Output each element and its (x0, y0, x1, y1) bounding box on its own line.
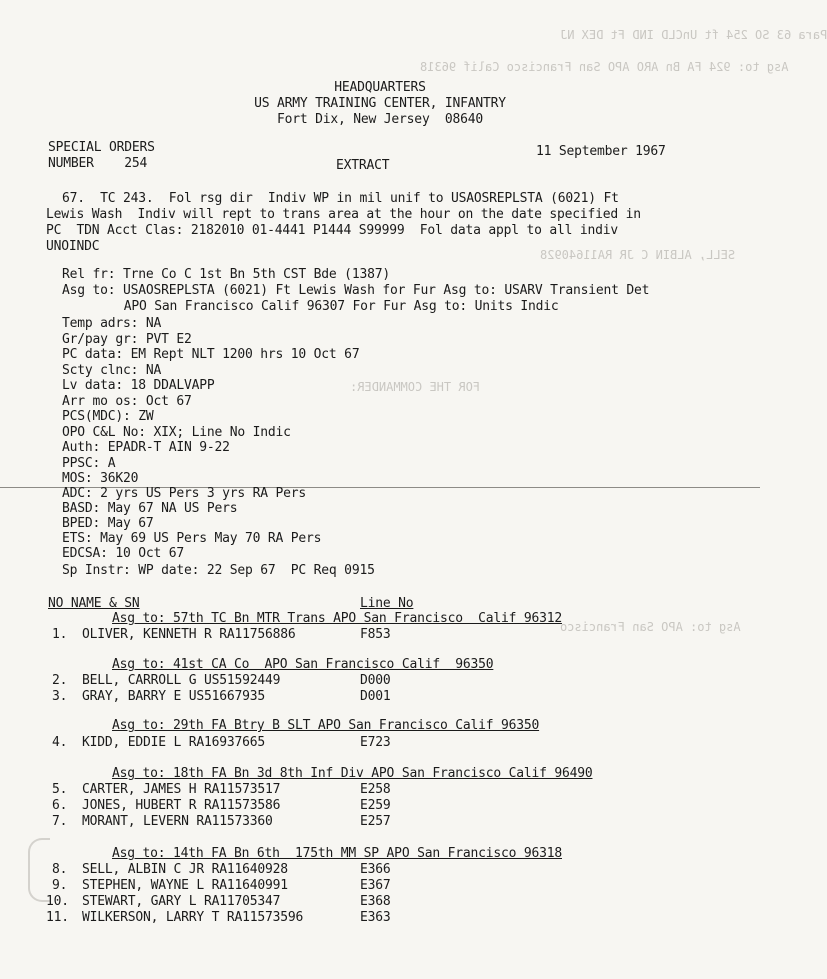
data-line: OPO C&L No: XIX; Line No Indic (62, 425, 291, 440)
order-date: 11 September 1967 (536, 144, 666, 159)
line-number: E258 (360, 782, 391, 797)
data-line: Scty clnc: NA (62, 363, 162, 378)
soldier-name: OLIVER, KENNETH R RA11756886 (82, 627, 296, 642)
line-number: E363 (360, 910, 391, 925)
show-through-text: Para 63 SO 254 ft UnCLD IND Ft DEX NJ (560, 28, 827, 42)
data-line: ETS: May 69 US Pers May 70 RA Pers (62, 531, 322, 546)
row-number: 2. (52, 673, 68, 688)
headquarters-heading: HEADQUARTERS (334, 80, 426, 95)
row-number: 7. (52, 814, 68, 829)
line-number: E366 (360, 862, 391, 877)
row-number: 9. (52, 878, 68, 893)
assignment-heading: Asg to: 18th FA Bn 3d 8th Inf Div APO San Francisco Calif 96490 (112, 766, 593, 781)
assignment-heading: Asg to: 57th TC Bn MTR Trans APO San Francisco Calif 96312 (112, 611, 562, 626)
soldier-name: JONES, HUBERT R RA11573586 (82, 798, 281, 813)
data-line: APO San Francisco Calif 96307 For Fur Asg to: Units Indic (78, 299, 559, 314)
line-number: E368 (360, 894, 391, 909)
data-line: PC data: EM Rept NLT 1200 hrs 10 Oct 67 (62, 347, 360, 362)
order-number: NUMBER 254 (48, 156, 148, 171)
data-line: Temp adrs: NA (62, 316, 162, 331)
row-number: 3. (52, 689, 68, 704)
row-number: 10. (46, 894, 69, 909)
data-line: PPSC: A (62, 456, 116, 471)
data-line: Rel fr: Trne Co C 1st Bn 5th CST Bde (1387) (62, 267, 390, 282)
special-orders-label: SPECIAL ORDERS (48, 140, 155, 155)
line-number: E367 (360, 878, 391, 893)
line-number: E723 (360, 735, 391, 750)
paragraph-line: UNOINDC (46, 239, 100, 254)
soldier-name: STEPHEN, WAYNE L RA11640991 (82, 878, 288, 893)
assignment-heading: Asg to: 29th FA Btry B SLT APO San Francisco Calif 96350 (112, 718, 540, 733)
assignment-heading: Asg to: 14th FA Bn 6th 175th MM SP APO San Francisco 96318 (112, 846, 562, 861)
soldier-name: GRAY, BARRY E US51667935 (82, 689, 266, 704)
row-number: 4. (52, 735, 68, 750)
data-line: MOS: 36K20 (62, 471, 139, 486)
data-line: Arr mo os: Oct 67 (62, 394, 192, 409)
data-line: EDCSA: 10 Oct 67 (62, 546, 185, 561)
data-line: BASD: May 67 NA US Pers (62, 501, 238, 516)
row-number: 8. (52, 862, 68, 877)
extract-label: EXTRACT (336, 158, 390, 173)
data-line: Lv data: 18 DDALVAPP (62, 378, 215, 393)
line-number: D001 (360, 689, 391, 704)
table-header-line-no: Line No (360, 596, 414, 611)
margin-bracket-mark (28, 838, 50, 902)
data-line: Sp Instr: WP date: 22 Sep 67 PC Req 0915 (62, 563, 375, 578)
data-line: Asg to: USAOSREPLSTA (6021) Ft Lewis Wash for Fur Asg to: USARV Transient Det (62, 283, 650, 298)
show-through-text: SELL, ALBIN C JR RA11640928 (540, 248, 736, 262)
row-number: 6. (52, 798, 68, 813)
soldier-name: BELL, CARROLL G US51592449 (82, 673, 281, 688)
line-number: F853 (360, 627, 391, 642)
paragraph-line: Lewis Wash Indiv will rept to trans area at the hour on the date specified in (46, 207, 641, 222)
soldier-name: MORANT, LEVERN RA11573360 (82, 814, 273, 829)
data-line: PCS(MDC): ZW (62, 409, 154, 424)
soldier-name: SELL, ALBIN C JR RA11640928 (82, 862, 288, 877)
soldier-name: CARTER, JAMES H RA11573517 (82, 782, 281, 797)
paragraph-line: PC TDN Acct Clas: 2182010 01-4441 P1444 S99999 Fol data appl to all indiv (46, 223, 618, 238)
data-line: BPED: May 67 (62, 516, 154, 531)
row-number: 5. (52, 782, 68, 797)
data-line: Auth: EPADR-T AIN 9-22 (62, 440, 230, 455)
command-name: US ARMY TRAINING CENTER, INFANTRY (254, 96, 506, 111)
paragraph-line: 67. TC 243. Fol rsg dir Indiv WP in mil unif to USAOSREPLSTA (6021) Ft (62, 191, 619, 206)
assignment-heading: Asg to: 41st CA Co APO San Francisco Calif 96350 (112, 657, 494, 672)
data-line: Gr/pay gr: PVT E2 (62, 332, 192, 347)
row-number: 1. (52, 627, 68, 642)
line-number: D000 (360, 673, 391, 688)
data-line: ADC: 2 yrs US Pers 3 yrs RA Pers (62, 486, 307, 501)
soldier-name: KIDD, EDDIE L RA16937665 (82, 735, 266, 750)
show-through-text: Asg to: APO San Francisco (560, 620, 741, 634)
soldier-name: STEWART, GARY L RA11705347 (82, 894, 281, 909)
show-through-text: Asg to: 924 FA Bn ARO APO San Francisco Calif 96318 (420, 60, 789, 74)
table-header-name: NO NAME & SN (48, 596, 140, 611)
location: Fort Dix, New Jersey 08640 (277, 112, 483, 127)
soldier-name: WILKERSON, LARRY T RA11573596 (82, 910, 304, 925)
row-number: 11. (46, 910, 69, 925)
show-through-text: FOR THE COMMANDER: (350, 380, 481, 394)
line-number: E257 (360, 814, 391, 829)
line-number: E259 (360, 798, 391, 813)
